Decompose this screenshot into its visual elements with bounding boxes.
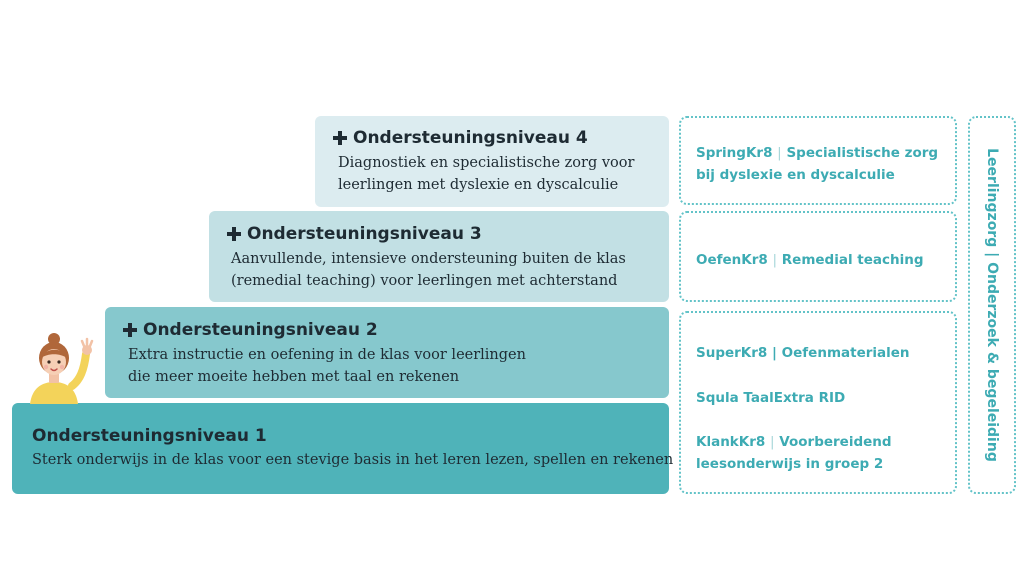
product-description: Voorbereidend xyxy=(779,434,892,450)
product-klankkr8 xyxy=(696,431,892,475)
waving-child-illustration xyxy=(24,330,104,404)
level-1-desc-line-1: Sterk onderwijs in de klas voor een stevige basis in het leren lezen, spellen en rekenen xyxy=(32,452,674,468)
level-3-step xyxy=(209,211,669,302)
level-3-title-text: Ondersteuningsniveau 3 xyxy=(247,224,482,244)
level-3-title xyxy=(227,224,482,244)
level-2-title-text: Ondersteuningsniveau 2 xyxy=(143,320,378,340)
plus-icon xyxy=(123,323,137,337)
level-3-desc-line-2: (remedial teaching) voor leerlingen met achterstand xyxy=(231,273,618,289)
product-description: Oefenmaterialen xyxy=(781,345,910,361)
level-1-title-text: Ondersteuningsniveau 1 xyxy=(32,426,267,446)
product-springkr8 xyxy=(696,142,938,186)
plus-icon xyxy=(227,227,241,241)
level-3-desc-line-1: Aanvullende, intensieve ondersteuning buiten de klas xyxy=(231,251,626,267)
product-name: Squla TaalExtra RID xyxy=(696,390,846,406)
product-name: SuperKr8 xyxy=(696,345,768,361)
product-box-levels-1-2 xyxy=(679,311,957,494)
product-squla-taalextra xyxy=(696,387,845,409)
level-3-description xyxy=(231,248,626,292)
separator: | xyxy=(777,145,782,161)
level-4-desc-line-1: Diagnostiek en specialistische zorg voor xyxy=(338,155,635,171)
level-4-description xyxy=(338,152,634,196)
level-4-title xyxy=(333,128,588,148)
product-description-line-2: bij dyslexie en dyscalculie xyxy=(696,167,895,183)
separator: | xyxy=(770,434,775,450)
level-4-title-text: Ondersteuningsniveau 4 xyxy=(353,128,588,148)
product-name: KlankKr8 xyxy=(696,434,766,450)
product-box-level-4 xyxy=(679,116,957,205)
level-1-title xyxy=(32,426,267,446)
level-1-description xyxy=(32,449,673,471)
product-box-level-3 xyxy=(679,211,957,302)
side-label-box xyxy=(968,116,1016,494)
level-4-desc-line-2: leerlingen met dyslexie en dyscalculie xyxy=(338,177,619,193)
level-2-title xyxy=(123,320,378,340)
level-1-step xyxy=(12,403,674,494)
product-description: Specialistische zorg xyxy=(786,145,939,161)
product-name: OefenKr8 xyxy=(696,252,768,268)
separator: | xyxy=(772,345,777,361)
product-description: Remedial teaching xyxy=(781,252,924,268)
product-superkr8 xyxy=(696,342,910,364)
level-2-desc-line-2: die meer moeite hebben met taal en rekenen xyxy=(128,369,460,385)
product-description-line-2: leesonderwijs in groep 2 xyxy=(696,456,884,472)
separator: | xyxy=(772,252,778,268)
product-name: SpringKr8 xyxy=(696,145,773,161)
side-label: Leerlingzorg | Onderzoek & begeleiding xyxy=(984,148,1000,462)
level-2-desc-line-1: Extra instructie en oefening in de klas voor leerlingen xyxy=(128,347,526,363)
level-2-step xyxy=(105,307,669,398)
level-4-step xyxy=(315,116,669,207)
level-2-description xyxy=(128,344,526,388)
product-oefenkr8 xyxy=(696,249,924,271)
plus-icon xyxy=(333,131,347,145)
